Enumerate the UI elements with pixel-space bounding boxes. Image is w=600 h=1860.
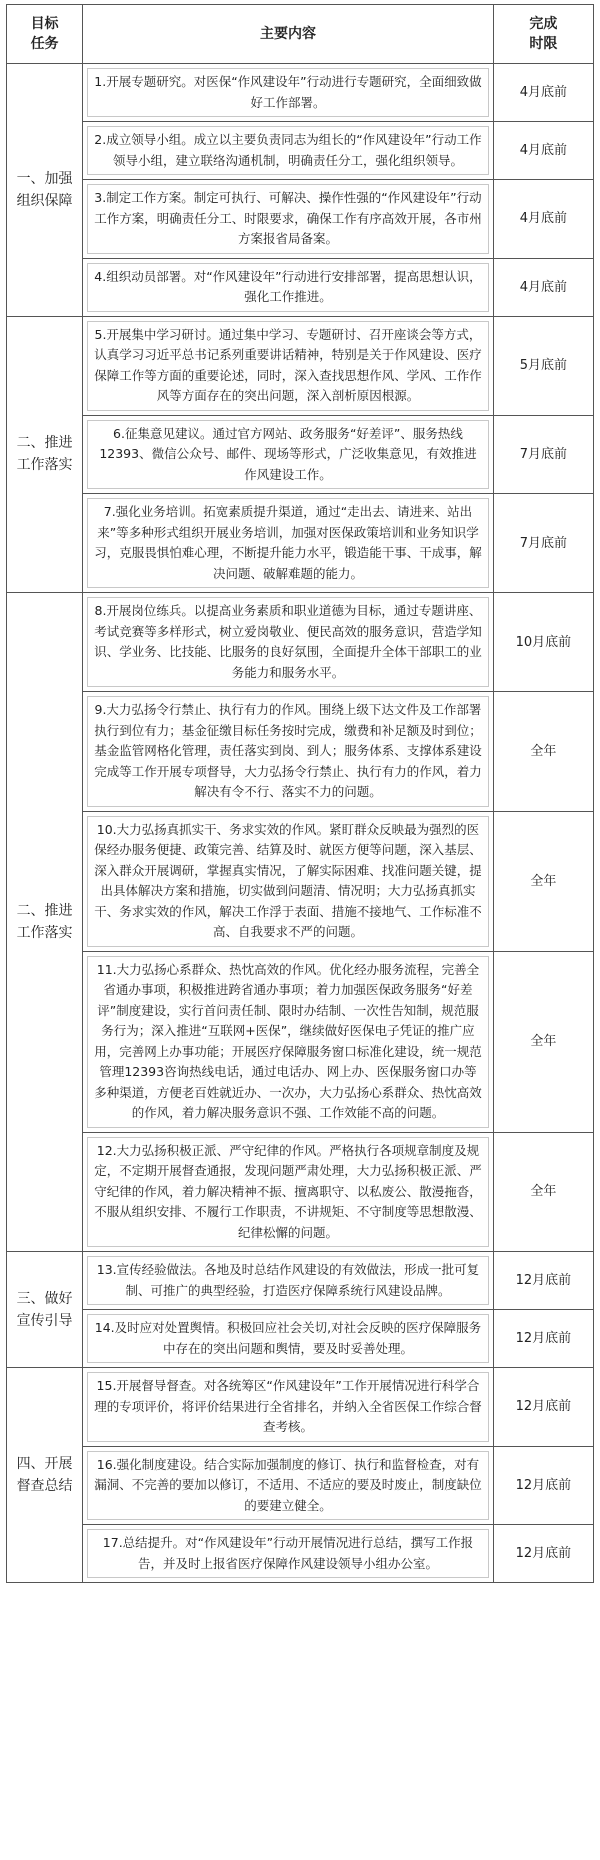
table-row [7,494,594,593]
content-text: 9.大力弘扬令行禁止、执行有力的作风。围绕上级下达文件及工作部署执行到位有力；基金征缴目标任务按时完成，缴费和补足额及时到位；基金监管网格化管理，责任落实到岗、到人；服务体系、支撑体系建设完成等工作开展专项督导，大力弘扬令行禁止、执行有力的作风，着力解决有令不行、落实不力的问题。 [87,696,489,807]
content-cell [83,494,494,593]
goal-cell: 四、开展 督查总结 [7,1368,83,1583]
content-cell [83,593,494,692]
content-cell [83,1446,494,1525]
deadline-cell: 12月底前 [493,1252,593,1310]
content-text: 17.总结提升。对“作风建设年”行动开展情况进行总结，撰写工作报告，并及时上报省医疗保障作风建设领导小组办公室。 [87,1529,489,1578]
table-row [7,64,594,122]
content-text: 6.征集意见建议。通过官方网站、政务服务“好差评”、服务热线12393、微信公众号、邮件、现场等形式，广泛收集意见，有效推进作风建设工作。 [87,420,489,490]
content-cell [83,415,494,494]
content-cell [83,811,494,951]
table-row [7,951,594,1132]
content-cell [83,1368,494,1447]
content-cell [83,1132,494,1252]
content-cell [83,1310,494,1368]
deadline-cell: 4月底前 [493,122,593,180]
deadline-cell: 12月底前 [493,1525,593,1583]
deadline-cell: 全年 [493,951,593,1132]
content-cell [83,180,494,259]
content-text: 15.开展督导督查。对各统筹区“作风建设年”工作开展情况进行科学合理的专项评价，将评价结果进行全省排名，并纳入全省医保工作综合督查考核。 [87,1372,489,1442]
content-text: 10.大力弘扬真抓实干、务求实效的作风。紧盯群众反映最为强烈的医保经办服务便捷、政策完善、结算及时、就医方便等问题，深入基层、深入群众开展调研，掌握真实情况，了解实际困难、找准问题关键，提出具体解决方案和措施，切实做到问题清、情况明；大力弘扬真抓实干、务求实效的作风，解决工作浮于表面、措施不接地气、工作标准不高、自我要求不严的问题。 [87,816,489,947]
goal-cell: 三、做好 宣传引导 [7,1252,83,1368]
content-cell [83,692,494,812]
goal-cell: 二、推进 工作落实 [7,593,83,1252]
deadline-cell: 4月底前 [493,64,593,122]
content-text: 12.大力弘扬积极正派、严守纪律的作风。严格执行各项规章制度及规定，不定期开展督查通报，发现问题严肃处理，大力弘扬积极正派、严守纪律的作风，着力解决精神不振、擅离职守、以私废公、散漫拖沓，不服从组织安排、不履行工作职责，不讲规矩、不守制度等思想散漫、纪律松懈的问题。 [87,1137,489,1248]
content-cell [83,951,494,1132]
table-row [7,593,594,692]
content-text: 14.及时应对处置舆情。积极回应社会关切,对社会反映的医疗保障服务中存在的突出问题和舆情，要及时妥善处理。 [87,1314,489,1363]
content-text: 8.开展岗位练兵。以提高业务素质和职业道德为目标，通过专题讲座、考试竞赛等多样形式，树立爱岗敬业、便民高效的服务意识，营造学知识、学业务、比技能、比服务的良好氛围，全面提升全体干部职工的业务能力和服务水平。 [87,597,489,687]
table-row [7,1446,594,1525]
content-text: 7.强化业务培训。拓宽素质提升渠道，通过“走出去、请进来、站出来”等多种形式组织开展业务培训，加强对医保政策培训和业务知识学习，克服畏惧怕难心理，不断提升能力水平，锻造能干事、干成事，解决问题、破解难题的能力。 [87,498,489,588]
content-text: 4.组织动员部署。对“作风建设年”行动进行安排部署，提高思想认识，强化工作推进。 [87,263,489,312]
deadline-cell: 12月底前 [493,1446,593,1525]
table-row [7,316,594,415]
table-row [7,811,594,951]
content-text: 16.强化制度建设。结合实际加强制度的修订、执行和监督检查，对有漏洞、不完善的要加以修订，不适用、不适应的要及时废止，制度缺位的要建立健全。 [87,1451,489,1521]
table-body [7,64,594,1583]
goal-cell: 一、加强 组织保障 [7,64,83,317]
content-cell [83,122,494,180]
header-goal: 目标 任务 [7,5,83,64]
deadline-cell: 12月底前 [493,1368,593,1447]
deadline-cell: 全年 [493,811,593,951]
task-table-wrapper [6,4,594,1583]
header-row [7,5,594,64]
deadline-cell: 全年 [493,1132,593,1252]
table-row [7,122,594,180]
deadline-cell: 全年 [493,692,593,812]
header-content: 主要内容 [83,5,494,64]
content-text: 3.制定工作方案。制定可执行、可解决、操作性强的“作风建设年”行动工作方案，明确责任分工、时限要求，确保工作有序高效开展，各市州方案报省局备案。 [87,184,489,254]
deadline-cell: 12月底前 [493,1310,593,1368]
content-cell [83,258,494,316]
table-row [7,1132,594,1252]
content-text: 1.开展专题研究。对医保“作风建设年”行动进行专题研究，全面细致做好工作部署。 [87,68,489,117]
content-cell [83,1252,494,1310]
table-row [7,692,594,812]
content-cell [83,64,494,122]
table-row [7,258,594,316]
content-cell [83,1525,494,1583]
deadline-cell: 4月底前 [493,258,593,316]
table-row [7,180,594,259]
goal-cell: 二、推进 工作落实 [7,316,83,593]
table-row [7,415,594,494]
task-table [6,4,594,1583]
deadline-cell: 7月底前 [493,494,593,593]
content-cell [83,316,494,415]
table-row [7,1525,594,1583]
table-row [7,1310,594,1368]
header-deadline: 完成 时限 [493,5,593,64]
deadline-cell: 5月底前 [493,316,593,415]
content-text: 2.成立领导小组。成立以主要负责同志为组长的“作风建设年”行动工作领导小组，建立联络沟通机制，明确责任分工，强化组织领导。 [87,126,489,175]
content-text: 13.宣传经验做法。各地及时总结作风建设的有效做法，形成一批可复制、可推广的典型经验，打造医疗保障系统行风建设品牌。 [87,1256,489,1305]
deadline-cell: 4月底前 [493,180,593,259]
table-row [7,1368,594,1447]
deadline-cell: 7月底前 [493,415,593,494]
content-text: 5.开展集中学习研讨。通过集中学习、专题研讨、召开座谈会等方式，认真学习习近平总书记系列重要讲话精神，特别是关于作风建设、医疗保障工作等方面的重要论述，同时，深入查找思想作风、学风、工作作风等方面存在的突出问题，深入剖析原因根源。 [87,321,489,411]
table-row [7,1252,594,1310]
deadline-cell: 10月底前 [493,593,593,692]
content-text: 11.大力弘扬心系群众、热忱高效的作风。优化经办服务流程，完善全省通办事项，积极推进跨省通办事项；着力加强医保政务服务“好差评”制度建设，实行首问责任制、限时办结制、一次性告知制，规范服务行为；深入推进“互联网+医保”，继续做好医保电子凭证的推广应用，完善网上办事功能；开展医疗保障服务窗口标准化建设，统一规范管理12393咨询热线电话，通过电话办、网上办、医保服务窗口办等多种渠道，方便老百姓就近办、一次办，大力弘扬心系群众、热忱高效的作风，着力解决服务意识不强、工作效能不高的问题。 [87,956,489,1128]
